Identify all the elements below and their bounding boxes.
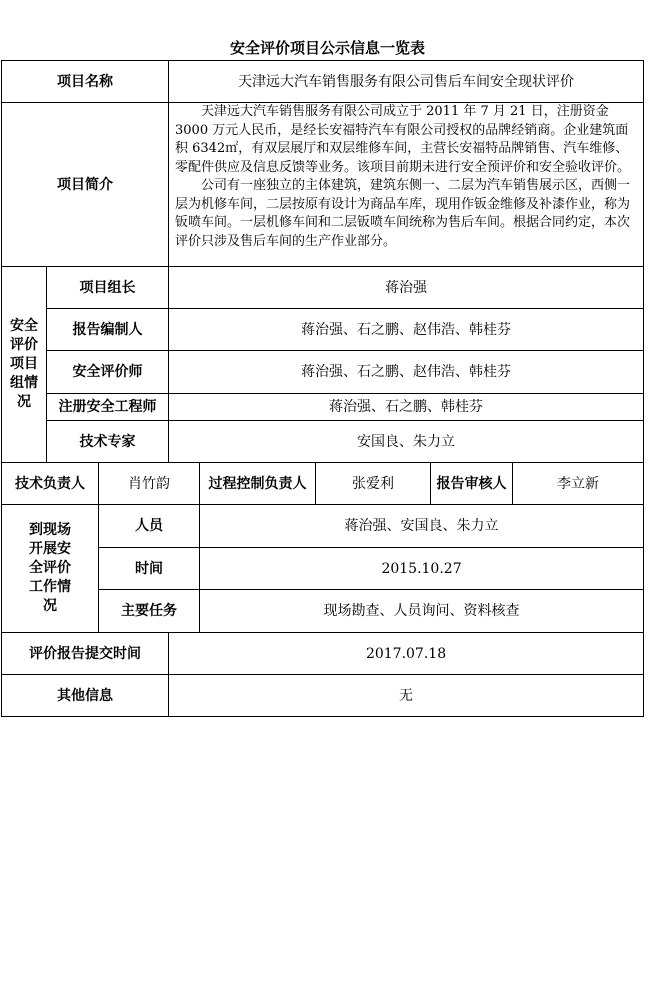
team-role-label: 项目组长 [47, 267, 169, 309]
team-member-value: 蒋治强 [169, 267, 644, 309]
other-info-label: 其他信息 [2, 675, 169, 717]
process-control-value: 张爱利 [316, 463, 431, 505]
onsite-item-label: 人员 [99, 505, 200, 548]
onsite-group-text: 到现场开展安全评价工作情况 [29, 522, 71, 614]
row-submit-time [2, 633, 644, 675]
project-intro-label: 项目简介 [2, 103, 169, 267]
team-role-label: 安全评价师 [47, 351, 169, 394]
team-member-value: 安国良、朱力立 [169, 421, 644, 463]
onsite-row [2, 548, 644, 590]
tech-lead-label: 技术负责人 [2, 463, 99, 505]
submit-time-value: 2017.07.18 [169, 633, 644, 675]
onsite-item-label: 主要任务 [99, 590, 200, 633]
team-row [2, 351, 644, 394]
onsite-row [2, 505, 644, 548]
team-row [2, 421, 644, 463]
row-project-intro [2, 103, 644, 267]
team-row [2, 309, 644, 351]
project-name-label: 项目名称 [2, 61, 169, 103]
report-reviewer-label: 报告审核人 [431, 463, 513, 505]
project-name-value: 天津远大汽车销售服务有限公司售后车间安全现状评价 [169, 61, 644, 103]
intro-paragraph-1: 天津远大汽车销售服务有限公司成立于 2011 年 7 月 21 日，注册资金 3000 万元人民币，是经长安福特汽车有限公司授权的品牌经销商。企业建筑面积 6342㎡，有双层展厅和双层维修车间，主营长安福特品牌销售、汽车维修、零配件供应及信息反馈等业务。该项目前期未进行安全预评价和安全验收评价。 [175, 104, 631, 175]
row-project-name [2, 61, 644, 103]
report-reviewer-value: 李立新 [513, 463, 644, 505]
other-info-value: 无 [169, 675, 644, 717]
team-row [2, 267, 644, 309]
info-table [1, 60, 644, 717]
project-intro-text [169, 103, 644, 267]
intro-paragraph-2: 公司有一座独立的主体建筑，建筑东侧一、二层为汽车销售展示区，西侧一层为机修车间，二层按原有设计为商品车库，现用作钣金维修及补漆作业，称为钣喷车间。一层机修车间和二层钣喷车间统称为售后车间。根据合同约定，本次评价只涉及售后车间的生产作业部分。 [175, 178, 631, 249]
onsite-row [2, 590, 644, 633]
onsite-item-value: 2015.10.27 [200, 548, 644, 590]
team-role-label: 技术专家 [47, 421, 169, 463]
team-role-label: 注册安全工程师 [47, 394, 169, 421]
team-role-label: 报告编制人 [47, 309, 169, 351]
row-other-info [2, 675, 644, 717]
onsite-item-value: 蒋治强、安国良、朱力立 [200, 505, 644, 548]
row-responsible [2, 463, 644, 505]
team-member-value: 蒋治强、石之鹏、韩桂芬 [169, 394, 644, 421]
team-group-label: 安全评价项目组情况 [2, 267, 47, 463]
tech-lead-value: 肖竹韵 [99, 463, 200, 505]
team-row [2, 394, 644, 421]
onsite-item-value: 现场勘查、人员询问、资料核查 [200, 590, 644, 633]
team-member-value: 蒋治强、石之鹏、赵伟浩、韩桂芬 [169, 351, 644, 394]
onsite-item-label: 时间 [99, 548, 200, 590]
submit-time-label: 评价报告提交时间 [2, 633, 169, 675]
onsite-group-label [2, 505, 99, 633]
page-title: 安全评价项目公示信息一览表 [229, 39, 425, 57]
team-member-value: 蒋治强、石之鹏、赵伟浩、韩桂芬 [169, 309, 644, 351]
process-control-label: 过程控制负责人 [200, 463, 316, 505]
